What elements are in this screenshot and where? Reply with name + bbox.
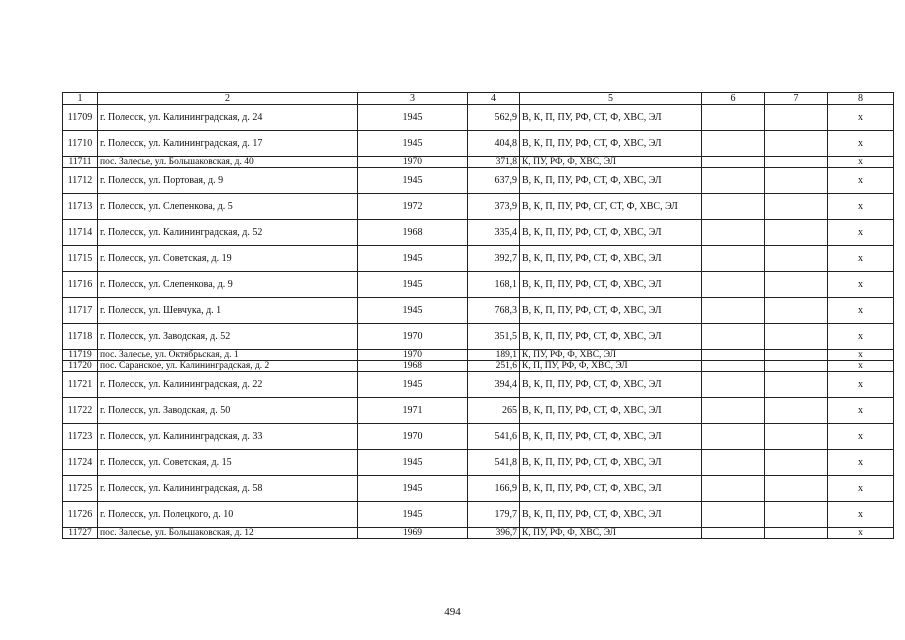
works-cell: В, К, П, ПУ, РФ, СТ, Ф, ХВС, ЭЛ [520,168,702,194]
column-header-8: 8 [828,93,894,105]
column-6-cell [702,131,765,157]
area-cell: 396,7 [468,528,520,539]
table-row [63,424,894,450]
column-6-cell [702,350,765,361]
column-7-cell [765,298,828,324]
address-cell: пос. Залесье, ул. Большаковская, д. 12 [98,528,358,539]
year-cell: 1945 [358,476,468,502]
column-6-cell [702,246,765,272]
table-row [63,298,894,324]
address-cell: г. Полесск, ул. Заводская, д. 50 [98,398,358,424]
column-header-2: 2 [98,93,358,105]
column-6-cell [702,272,765,298]
area-cell: 373,9 [468,194,520,220]
row-number-cell: 11709 [63,105,98,131]
row-number-cell: 11714 [63,220,98,246]
column-7-cell [765,168,828,194]
row-number-cell: 11713 [63,194,98,220]
area-cell: 562,9 [468,105,520,131]
year-cell: 1945 [358,131,468,157]
column-8-cell: x [828,502,894,528]
column-6-cell [702,424,765,450]
column-6-cell [702,398,765,424]
works-cell: К, ПУ, РФ, Ф, ХВС, ЭЛ [520,350,702,361]
row-number-cell: 11716 [63,272,98,298]
table-row [63,272,894,298]
area-cell: 394,4 [468,372,520,398]
works-cell: В, К, П, ПУ, РФ, СТ, Ф, ХВС, ЭЛ [520,246,702,272]
year-cell: 1970 [358,324,468,350]
column-6-cell [702,528,765,539]
address-cell: г. Полесск, ул. Советская, д. 19 [98,246,358,272]
address-cell: г. Полесск, ул. Калининградская, д. 22 [98,372,358,398]
works-cell: К, ПУ, РФ, Ф, ХВС, ЭЛ [520,157,702,168]
column-6-cell [702,220,765,246]
column-7-cell [765,157,828,168]
row-number-cell: 11717 [63,298,98,324]
area-cell: 351,5 [468,324,520,350]
column-7-cell [765,502,828,528]
works-cell: К, П, ПУ, РФ, Ф, ХВС, ЭЛ [520,361,702,372]
area-cell: 265 [468,398,520,424]
area-cell: 335,4 [468,220,520,246]
column-header-6: 6 [702,93,765,105]
year-cell: 1968 [358,361,468,372]
works-cell: К, ПУ, РФ, Ф, ХВС, ЭЛ [520,528,702,539]
year-cell: 1945 [358,298,468,324]
area-cell: 637,9 [468,168,520,194]
column-header-3: 3 [358,93,468,105]
works-cell: В, К, П, ПУ, РФ, СТ, Ф, ХВС, ЭЛ [520,131,702,157]
address-cell: г. Полесск, ул. Заводская, д. 52 [98,324,358,350]
column-7-cell [765,131,828,157]
column-7-cell [765,424,828,450]
page-number: 494 [444,606,461,618]
column-7-cell [765,476,828,502]
year-cell: 1945 [358,246,468,272]
column-6-cell [702,194,765,220]
address-cell: г. Полесск, ул. Слепенкова, д. 9 [98,272,358,298]
column-8-cell: x [828,131,894,157]
area-cell: 392,7 [468,246,520,272]
column-8-cell: x [828,168,894,194]
column-8-cell: x [828,372,894,398]
works-cell: В, К, П, ПУ, РФ, СТ, Ф, ХВС, ЭЛ [520,298,702,324]
year-cell: 1969 [358,528,468,539]
table-row [63,476,894,502]
column-6-cell [702,105,765,131]
works-cell: В, К, П, ПУ, РФ, СТ, Ф, ХВС, ЭЛ [520,424,702,450]
area-cell: 166,9 [468,476,520,502]
row-number-cell: 11710 [63,131,98,157]
column-header-4: 4 [468,93,520,105]
column-header-5: 5 [520,93,702,105]
address-cell: г. Полесск, ул. Калининградская, д. 17 [98,131,358,157]
row-number-cell: 11718 [63,324,98,350]
area-cell: 371,8 [468,157,520,168]
works-cell: В, К, П, ПУ, РФ, СТ, Ф, ХВС, ЭЛ [520,105,702,131]
column-7-cell [765,450,828,476]
works-cell: В, К, П, ПУ, РФ, СТ, Ф, ХВС, ЭЛ [520,476,702,502]
column-6-cell [702,168,765,194]
area-cell: 179,7 [468,502,520,528]
year-cell: 1945 [358,372,468,398]
year-cell: 1945 [358,272,468,298]
table-row [63,194,894,220]
column-8-cell: x [828,220,894,246]
column-6-cell [702,476,765,502]
address-cell: г. Полесск, ул. Слепенкова, д. 5 [98,194,358,220]
table-row [63,361,894,372]
table-row [63,246,894,272]
year-cell: 1968 [358,220,468,246]
row-number-cell: 11721 [63,372,98,398]
year-cell: 1945 [358,450,468,476]
year-cell: 1970 [358,157,468,168]
address-cell: г. Полесск, ул. Калининградская, д. 58 [98,476,358,502]
table-row [63,450,894,476]
row-number-cell: 11712 [63,168,98,194]
table-row [63,350,894,361]
area-cell: 768,3 [468,298,520,324]
column-6-cell [702,298,765,324]
column-8-cell: x [828,398,894,424]
column-7-cell [765,105,828,131]
column-7-cell [765,528,828,539]
column-8-cell: x [828,476,894,502]
area-cell: 541,8 [468,450,520,476]
column-7-cell [765,324,828,350]
column-7-cell [765,194,828,220]
table-row [63,105,894,131]
works-cell: В, К, П, ПУ, РФ, СГ, СТ, Ф, ХВС, ЭЛ [520,194,702,220]
area-cell: 541,6 [468,424,520,450]
row-number-cell: 11724 [63,450,98,476]
table-row [63,168,894,194]
table-row [63,220,894,246]
area-cell: 168,1 [468,272,520,298]
table-row [63,157,894,168]
year-cell: 1945 [358,168,468,194]
column-7-cell [765,272,828,298]
address-cell: г. Полесск, ул. Шевчука, д. 1 [98,298,358,324]
column-8-cell: x [828,272,894,298]
column-8-cell: x [828,350,894,361]
works-cell: В, К, П, ПУ, РФ, СТ, Ф, ХВС, ЭЛ [520,450,702,476]
works-cell: В, К, П, ПУ, РФ, СТ, Ф, ХВС, ЭЛ [520,220,702,246]
year-cell: 1970 [358,350,468,361]
column-7-cell [765,220,828,246]
table-body [63,93,894,539]
column-7-cell [765,350,828,361]
column-8-cell: x [828,450,894,476]
table-row [63,528,894,539]
column-8-cell: x [828,528,894,539]
column-6-cell [702,324,765,350]
address-cell: пос. Залесье, ул. Октябрьская, д. 1 [98,350,358,361]
works-cell: В, К, П, ПУ, РФ, СТ, Ф, ХВС, ЭЛ [520,398,702,424]
works-cell: В, К, П, ПУ, РФ, СТ, Ф, ХВС, ЭЛ [520,272,702,298]
column-6-cell [702,372,765,398]
column-8-cell: x [828,424,894,450]
area-cell: 251,6 [468,361,520,372]
column-7-cell [765,398,828,424]
row-number-cell: 11715 [63,246,98,272]
works-cell: В, К, П, ПУ, РФ, СТ, Ф, ХВС, ЭЛ [520,502,702,528]
address-cell: г. Полесск, ул. Советская, д. 15 [98,450,358,476]
row-number-cell: 11725 [63,476,98,502]
table-row [63,131,894,157]
year-cell: 1945 [358,105,468,131]
row-number-cell: 11727 [63,528,98,539]
column-6-cell [702,361,765,372]
housing-register-table [62,92,894,539]
year-cell: 1945 [358,502,468,528]
row-number-cell: 11720 [63,361,98,372]
table-row [63,398,894,424]
column-8-cell: x [828,105,894,131]
area-cell: 404,8 [468,131,520,157]
column-8-cell: x [828,298,894,324]
column-header-1: 1 [63,93,98,105]
table-header-row [63,93,894,105]
address-cell: г. Полесск, ул. Портовая, д. 9 [98,168,358,194]
column-header-7: 7 [765,93,828,105]
year-cell: 1972 [358,194,468,220]
table-row [63,324,894,350]
column-8-cell: x [828,246,894,272]
address-cell: г. Полесск, ул. Калининградская, д. 24 [98,105,358,131]
column-7-cell [765,246,828,272]
column-7-cell [765,361,828,372]
column-8-cell: x [828,194,894,220]
address-cell: г. Полесск, ул. Калининградская, д. 52 [98,220,358,246]
works-cell: В, К, П, ПУ, РФ, СТ, Ф, ХВС, ЭЛ [520,372,702,398]
table-row [63,502,894,528]
column-8-cell: x [828,361,894,372]
year-cell: 1970 [358,424,468,450]
row-number-cell: 11722 [63,398,98,424]
address-cell: г. Полесск, ул. Калининградская, д. 33 [98,424,358,450]
column-8-cell: x [828,324,894,350]
address-cell: пос. Саранское, ул. Калининградская, д. 2 [98,361,358,372]
address-cell: пос. Залесье, ул. Большаковская, д. 40 [98,157,358,168]
area-cell: 189,1 [468,350,520,361]
row-number-cell: 11726 [63,502,98,528]
column-6-cell [702,450,765,476]
row-number-cell: 11723 [63,424,98,450]
row-number-cell: 11711 [63,157,98,168]
address-cell: г. Полесск, ул. Полецкого, д. 10 [98,502,358,528]
year-cell: 1971 [358,398,468,424]
row-number-cell: 11719 [63,350,98,361]
column-6-cell [702,157,765,168]
column-6-cell [702,502,765,528]
table-row [63,372,894,398]
column-7-cell [765,372,828,398]
column-8-cell: x [828,157,894,168]
works-cell: В, К, П, ПУ, РФ, СТ, Ф, ХВС, ЭЛ [520,324,702,350]
